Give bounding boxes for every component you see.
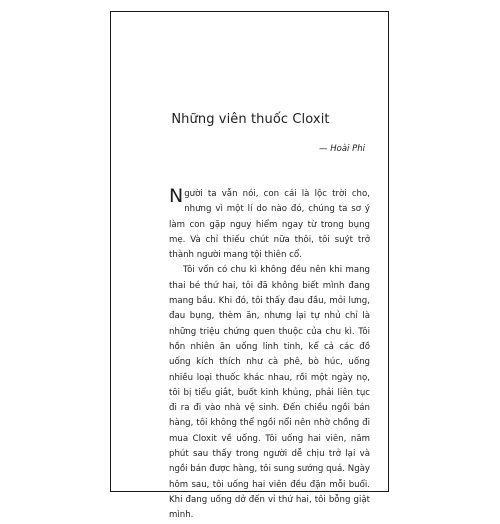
paragraph-1-text: gười ta vẫn nói, con cái là lộc trời cho, nhưng vì một lí do nào đó, chúng ta sơ ý làm con gặp nguy hiểm ngay từ trong bụng mẹ. Và chỉ thiếu chút nữa thôi, tôi suýt trở thành người mang tội thiên cổ. bbox=[169, 189, 370, 261]
body-text bbox=[169, 187, 370, 524]
author-byline: — Hoài Phi bbox=[319, 144, 365, 154]
paragraph-1 bbox=[169, 187, 370, 263]
book-page bbox=[110, 11, 389, 521]
chapter-title: Những viên thuốc Cloxit bbox=[171, 112, 330, 127]
paragraph-2: Tôi vốn có chu kì không đều nên khi mang thai bé thứ hai, tôi đã không biết mình đang mang bầu. Khi đó, tôi thấy đau đầu, mỏi lưng, đau bụng, thèm ăn, nhưng lại tự nhủ chỉ là những triệu chứng quen thuộc của chu kì. Tôi hồn nhiên ăn uống linh tinh, kể cả các đồ uống kích thích như cà phê, bò húc, uống nhiều loại thuốc khác nhau, rồi một ngày nọ, tôi bị tiểu giắt, buốt kinh khủng, phải liên tục đi ra đi vào nhà vệ sinh. Đến chiều ngồi bán hàng, tôi không thể ngồi nổi nên nhờ chồng đi mua Cloxit về uống. Tôi uống hai viên, năm phút sau thấy trong người dễ chịu trở lại và ngồi bán được hàng, tôi sung sướng quá. Ngày hôm sau, tôi uống hai viên đều đặn mỗi buổi. Khi đang uống dở đến vỉ thứ hai, tôi bỗng giật mình. bbox=[169, 265, 370, 521]
drop-cap: N bbox=[169, 185, 184, 207]
